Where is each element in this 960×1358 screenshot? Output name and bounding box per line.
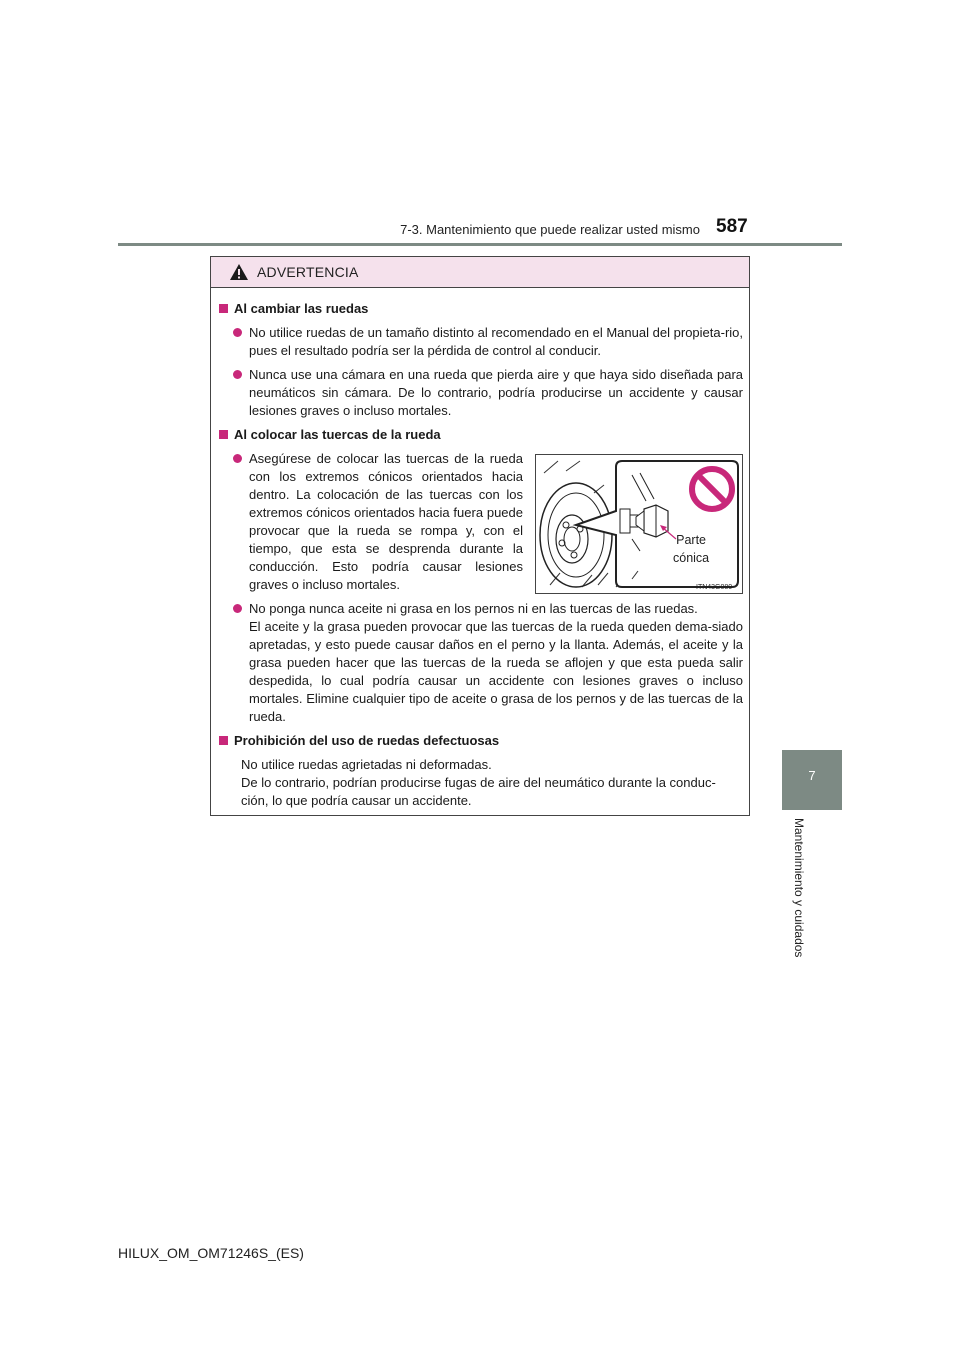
- figure-code: ITN43G080: [696, 584, 733, 591]
- wheel-nut-figure: [535, 454, 743, 594]
- section-title: 7-3. Mantenimiento que puede realizar usted mismo: [400, 222, 700, 237]
- warning-header: [211, 257, 749, 288]
- list-item: [233, 450, 523, 594]
- figure-label-line: Parte: [676, 533, 707, 547]
- round-bullet-icon: [233, 370, 242, 379]
- section-heading-text: Al colocar las tuercas de la rueda: [234, 427, 441, 442]
- page-number: 587: [716, 216, 748, 237]
- section-heading-wheel-nuts: [219, 426, 743, 444]
- document-id: HILUX_OM_OM71246S_(ES): [118, 1245, 304, 1261]
- chapter-title: Mantenimiento y cuidados: [792, 818, 806, 958]
- warning-title: ADVERTENCIA: [257, 264, 359, 280]
- square-bullet-icon: [219, 430, 228, 439]
- warning-triangle-icon: [229, 263, 249, 281]
- chapter-number: 7: [808, 768, 816, 783]
- square-bullet-icon: [219, 736, 228, 745]
- header-rule: [118, 243, 842, 246]
- list-item-paragraph: No ponga nunca aceite ni grasa en los pernos ni en las tuercas de las ruedas.: [249, 601, 698, 616]
- section-heading-text: Al cambiar las ruedas: [234, 301, 369, 316]
- section-text-line: De lo contrario, podrían producirse fugas de aire del neumático durante la conduc-ción, lo que podría causar un accidente.: [241, 775, 716, 808]
- round-bullet-icon: [233, 328, 242, 337]
- section-heading-text: Prohibición del uso de ruedas defectuosas: [234, 733, 500, 748]
- list-item-paragraph: El aceite y la grasa pueden provocar que las tuercas de la rueda queden dema-siado apretadas, y esto puede causar daños en el perno y la llanta. Además, el aceite y la grasa pueden hacer que las tuercas de la rueda se aflojen y que esta pueda salir despedida, lo cual podría causar un accidente con lesiones graves o incluso mortales. Elimine cualquier tipo de aceite o grasa de los pernos y de las tuercas de la rueda.: [249, 619, 743, 724]
- round-bullet-icon: [233, 454, 242, 463]
- list-item-text: Nunca use una cámara en una rueda que pierda aire y que haya sido diseñada para neumáticos sin cámara. De lo contrario, podría producirse un accidente y causar lesiones graves o incluso mortales.: [249, 367, 743, 418]
- item-with-figure: [233, 450, 743, 594]
- round-bullet-icon: [233, 604, 242, 613]
- section-heading-defective-wheels: [219, 732, 743, 750]
- list-item: [233, 600, 743, 726]
- figure-label: [673, 531, 709, 567]
- warning-box: [210, 256, 750, 816]
- list-item-text: Asegúrese de colocar las tuercas de la rueda con los extremos cónicos orientados hacia dentro. La colocación de las tuercas con los extremos cónicos orientados hacia fuera puede provocar que la rueda se rompa y, con el tiempo, que esta se desprenda durante la conducción. Esto podría causar lesiones graves o incluso mortales.: [249, 451, 523, 592]
- list-item-text: [249, 600, 743, 726]
- warning-body: [211, 288, 749, 810]
- figure-label-line: cónica: [673, 551, 710, 565]
- list-item: [233, 324, 743, 360]
- square-bullet-icon: [219, 304, 228, 313]
- section-heading-changing-wheels: [219, 300, 743, 318]
- list-item: [233, 366, 743, 420]
- prohibited-icon: [688, 465, 736, 513]
- section-text: [241, 756, 743, 810]
- list-item-text: No utilice ruedas de un tamaño distinto al recomendado en el Manual del propieta-rio, pues el resultado podría ser la pérdida de control al conducir.: [249, 325, 743, 358]
- section-text-line: No utilice ruedas agrietadas ni deformadas.: [241, 757, 492, 772]
